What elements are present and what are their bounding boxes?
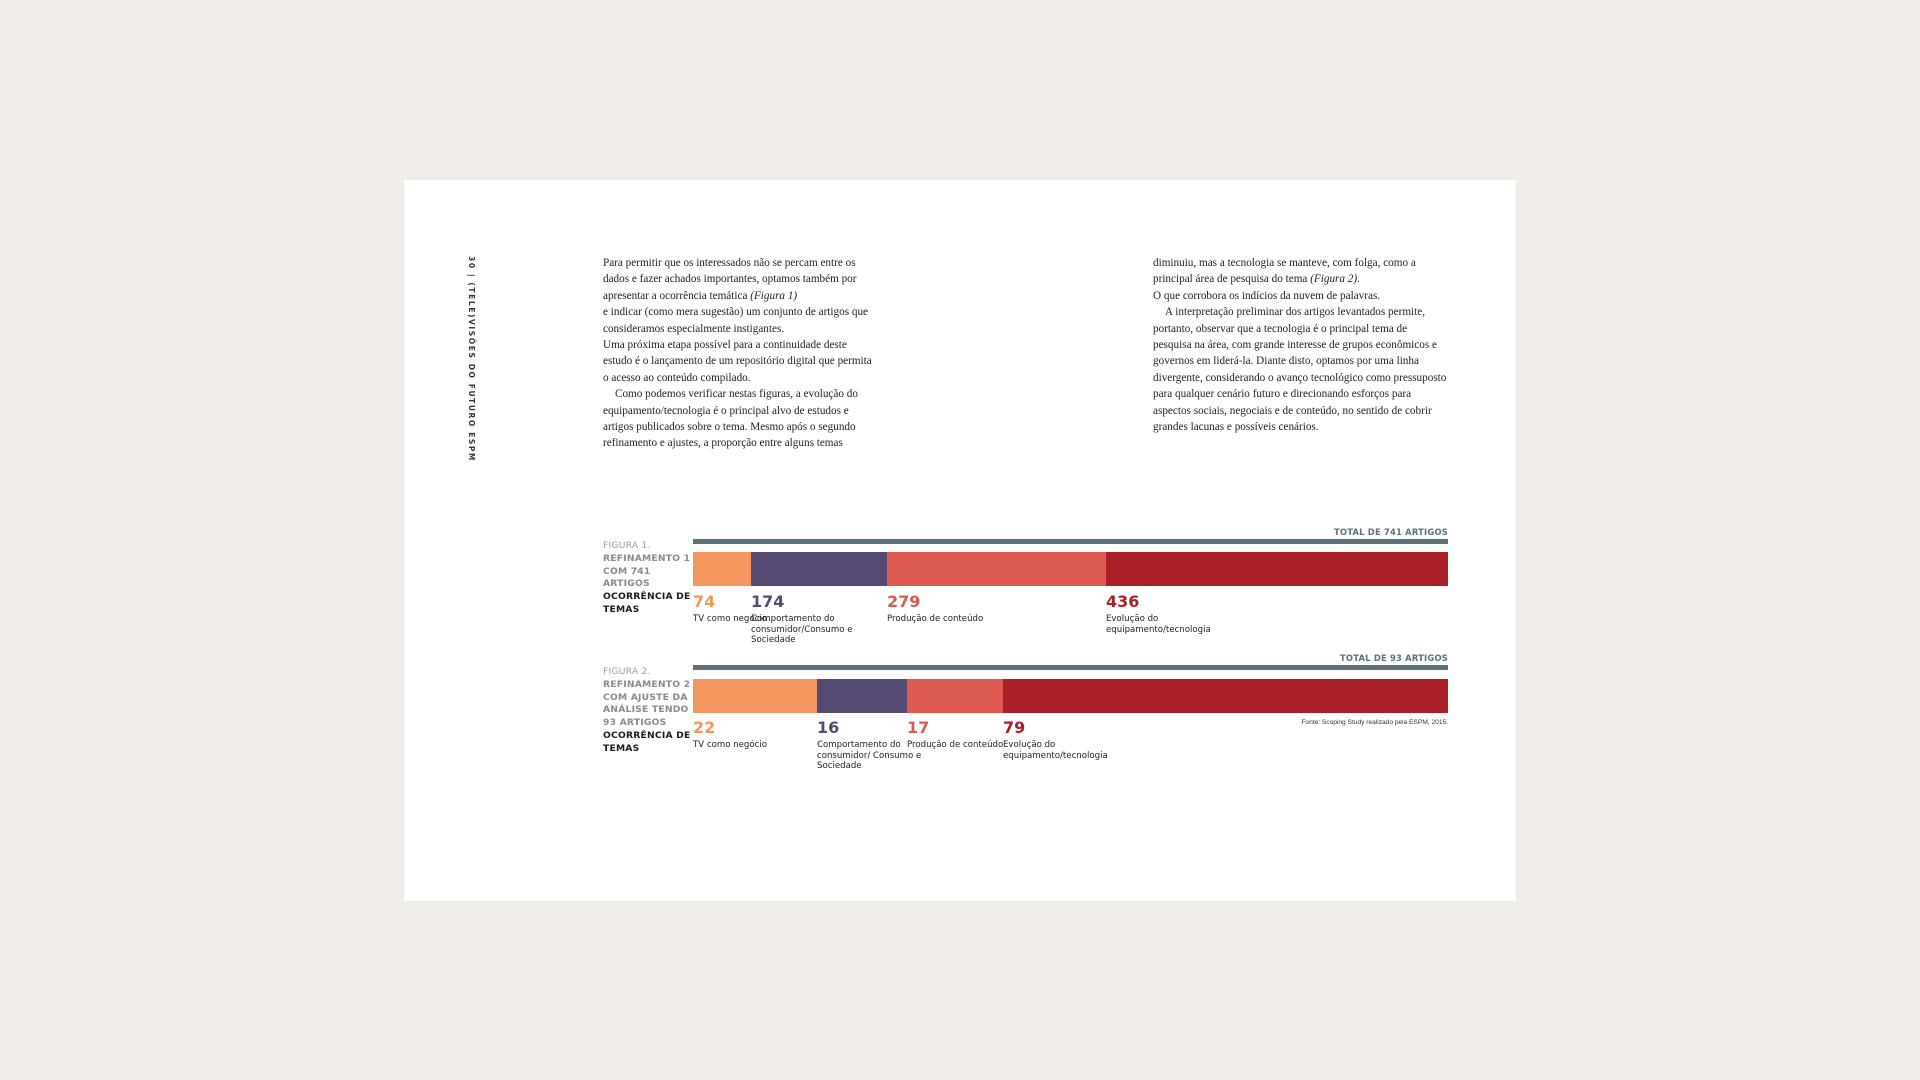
paragraph: Como podemos verificar nestas figuras, a evolução do equipamento/tecnologia é o principal alvo de estudos e artigos publicados sobre o tema. Mesmo após o segundo refinamento e ajustes, a proporção entre alguns temas bbox=[603, 388, 858, 450]
total-line bbox=[693, 539, 1448, 544]
category-label: Produção de conteúdo bbox=[907, 740, 1004, 750]
figure-reference: (Figura 1) bbox=[750, 289, 798, 302]
segment-producao-conteudo bbox=[907, 679, 1003, 713]
stacked-bar-figure-1 bbox=[693, 552, 1448, 586]
total-label: TOTAL DE 741 ARTIGOS bbox=[1333, 527, 1448, 537]
figure-reference: (Figura 2). bbox=[1310, 273, 1360, 286]
data-label bbox=[1003, 719, 1113, 761]
segment-producao-conteudo bbox=[887, 552, 1106, 586]
figure-description: REFINAMENTO 1 COM 741 ARTIGOS bbox=[603, 552, 691, 590]
category-label: TV como negócio bbox=[693, 740, 768, 750]
running-head bbox=[466, 256, 476, 466]
total-line bbox=[693, 665, 1448, 670]
total-label: TOTAL DE 93 ARTIGOS bbox=[1340, 653, 1448, 663]
segment-evolucao-tecnologia bbox=[1106, 552, 1448, 586]
data-value: 16 bbox=[817, 718, 840, 737]
figure-1-caption bbox=[603, 540, 693, 617]
paragraph bbox=[603, 255, 875, 304]
segment-comportamento-consumidor bbox=[817, 679, 907, 713]
paragraph: Uma próxima etapa possível para a continuidade deste estudo é o lançamento de um repositório digital que permita o acesso ao conteúdo compilado. bbox=[603, 339, 872, 384]
category-label: TV como negócio bbox=[693, 614, 768, 624]
segment-tv-como-negocio bbox=[693, 552, 751, 586]
data-value: 279 bbox=[887, 592, 921, 611]
figure-number: FIGURA 2. bbox=[603, 666, 651, 677]
data-label bbox=[693, 719, 803, 751]
paragraph-text: Para permitir que os interessados não se percam entre os dados e fazer achados importantes, optamos também por apresentar a ocorrência temática bbox=[603, 257, 857, 302]
segment-comportamento-consumidor bbox=[751, 552, 887, 586]
category-label: Comportamento do consumidor/ Consumo e Sociedade bbox=[817, 740, 922, 772]
segment-evolucao-tecnologia bbox=[1003, 679, 1448, 713]
category-label: Produção de conteúdo bbox=[887, 614, 984, 624]
data-value: 436 bbox=[1106, 592, 1140, 611]
source-note: Fonte: Scoping Study realizado pela ESPM, 2015. bbox=[1301, 719, 1448, 726]
body-column-left bbox=[603, 255, 875, 452]
category-label: Comportamento do consumidor/Consumo e Sociedade bbox=[751, 614, 853, 646]
paragraph bbox=[1153, 255, 1448, 288]
stacked-bar-figure-2 bbox=[693, 679, 1448, 713]
figure-title: OCORRÊNCIA DE TEMAS bbox=[603, 591, 691, 615]
figure-2-caption bbox=[603, 666, 693, 756]
data-label bbox=[751, 593, 861, 646]
category-label: Evolução do equipamento/tecnologia bbox=[1003, 740, 1108, 761]
figure-description: REFINAMENTO 2 COM AJUSTE DA ANÁLISE TENDO 93 ARTIGOS bbox=[603, 678, 691, 729]
paragraph: O que corrobora os indícios da nuvem de palavras. bbox=[1153, 289, 1381, 302]
paragraph-text: diminuiu, mas a tecnologia se manteve, com folga, como a principal área de pesquisa do tema bbox=[1153, 257, 1416, 286]
data-value: 174 bbox=[751, 592, 785, 611]
data-value: 79 bbox=[1003, 718, 1026, 737]
data-value: 22 bbox=[693, 718, 716, 737]
body-column-right bbox=[1153, 255, 1448, 435]
figure-title: OCORRÊNCIA DE TEMAS bbox=[603, 729, 691, 754]
category-label: Evolução do equipamento/tecnologia bbox=[1106, 614, 1211, 635]
paragraph: A interpretação preliminar dos artigos levantados permite, portanto, observar que a tecnologia é o principal tema de pesquisa na área, com grande interesse de grupos econômicos e governos em liderá-la. Diante disto, optamos por uma linha divergente, considerando o avanço tecnológico como pressuposto para qualquer cenário futuro e direcionando esforços para aspectos sociais, negociais e de conteúdo, no sentido de cobrir grandes lacunas e possíveis cenários. bbox=[1153, 306, 1447, 434]
paragraph: e indicar (como mera sugestão) um conjunto de artigos que consideramos especialmente instigantes. bbox=[603, 306, 868, 335]
data-label bbox=[907, 719, 1017, 751]
data-label bbox=[1106, 593, 1216, 635]
segment-tv-como-negocio bbox=[693, 679, 817, 713]
figure-number: FIGURA 1. bbox=[603, 540, 651, 551]
data-label bbox=[887, 593, 997, 625]
running-head-text: 30 | (TELE)VISÕES DO FUTURO ESPM bbox=[467, 256, 476, 462]
data-value: 17 bbox=[907, 718, 930, 737]
data-value: 74 bbox=[693, 592, 716, 611]
